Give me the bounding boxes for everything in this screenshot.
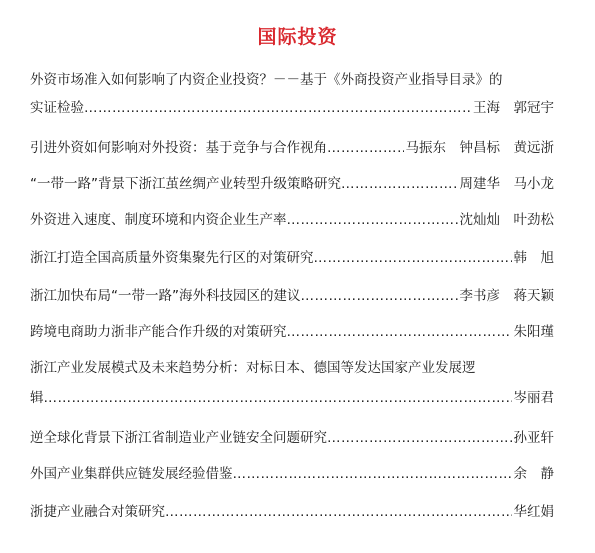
entry-title-line	[30, 502, 554, 522]
dot-leader	[165, 502, 512, 522]
entry-title-continued: 辑	[30, 390, 44, 406]
toc-entry[interactable]	[30, 286, 554, 306]
toc-entry[interactable]	[30, 70, 554, 118]
entry-title: 逆全球化背景下浙江省制造业产业链安全问题研究	[30, 430, 327, 446]
entry-author: 韩 旭	[513, 250, 554, 266]
entry-author: 朱阳瑾	[513, 324, 554, 340]
toc-entry[interactable]	[30, 358, 554, 408]
entry-title-line	[30, 138, 554, 158]
entry-author: 王海 郭冠宇	[473, 100, 554, 116]
entry-title: 外资进入速度、制度环境和内资企业生产率	[30, 212, 287, 228]
dot-leader	[287, 210, 458, 230]
dot-leader	[84, 98, 471, 118]
entry-author: 李书彦 蒋天颖	[459, 288, 554, 304]
page-title: 国际投资	[257, 26, 338, 48]
entry-title-line	[30, 388, 554, 408]
toc-entry[interactable]	[30, 322, 554, 342]
entry-title: 浙江加快布局“一带一路”海外科技园区的建议	[30, 288, 301, 304]
toc-entry[interactable]	[30, 138, 554, 158]
toc-entry[interactable]	[30, 428, 554, 448]
toc-entry[interactable]	[30, 464, 554, 484]
entry-title-line	[30, 98, 554, 118]
entry-author: 马振东 钟昌标 黄远浙	[405, 140, 554, 156]
entry-title-line	[30, 70, 554, 90]
dot-leader	[287, 322, 512, 342]
entry-title: 浙捷产业融合对策研究	[30, 504, 165, 520]
dot-leader	[327, 428, 512, 448]
dot-leader	[314, 248, 512, 268]
dot-leader	[327, 138, 404, 158]
entry-title: 引进外资如何影响对外投资：基于竞争与合作视角	[30, 140, 327, 156]
entry-title-line	[30, 210, 554, 230]
toc-entry[interactable]	[30, 210, 554, 230]
entry-title: 外国产业集群供应链发展经验借鉴	[30, 466, 233, 482]
entry-author: 孙亚轩	[513, 430, 554, 446]
dot-leader	[44, 388, 512, 408]
entry-title-line	[30, 358, 554, 378]
dot-leader	[233, 464, 512, 484]
toc-entry[interactable]	[30, 174, 554, 194]
entry-title: “一带一路”背景下浙江茧丝绸产业转型升级策略研究	[30, 176, 341, 192]
entry-author: 周建华 马小龙	[459, 176, 554, 192]
entry-author: 岑丽君	[513, 390, 554, 406]
entry-title-line	[30, 248, 554, 268]
entry-title: 外资市场准入如何影响了内资企业投资？－－基于《外商投资产业指导目录》的	[30, 72, 503, 88]
toc-entry[interactable]	[30, 502, 554, 522]
entry-author: 余 静	[513, 466, 554, 482]
entry-title: 浙江产业发展模式及未来趋势分析：对标日本、德国等发达国家产业发展逻	[30, 360, 476, 376]
entry-author: 华红娟	[513, 504, 554, 520]
entry-title-line	[30, 428, 554, 448]
entry-title-line	[30, 464, 554, 484]
entry-title-line	[30, 174, 554, 194]
toc-entry[interactable]	[30, 248, 554, 268]
entry-author: 沈灿灿 叶劲松	[459, 212, 554, 228]
entry-title-continued: 实证检验	[30, 100, 84, 116]
entry-title-line	[30, 322, 554, 342]
entry-title-line	[30, 286, 554, 306]
entry-title: 浙江打造全国高质量外资集聚先行区的对策研究	[30, 250, 314, 266]
entry-title: 跨境电商助力浙非产能合作升级的对策研究	[30, 324, 287, 340]
dot-leader	[341, 174, 458, 194]
dot-leader	[301, 286, 458, 306]
